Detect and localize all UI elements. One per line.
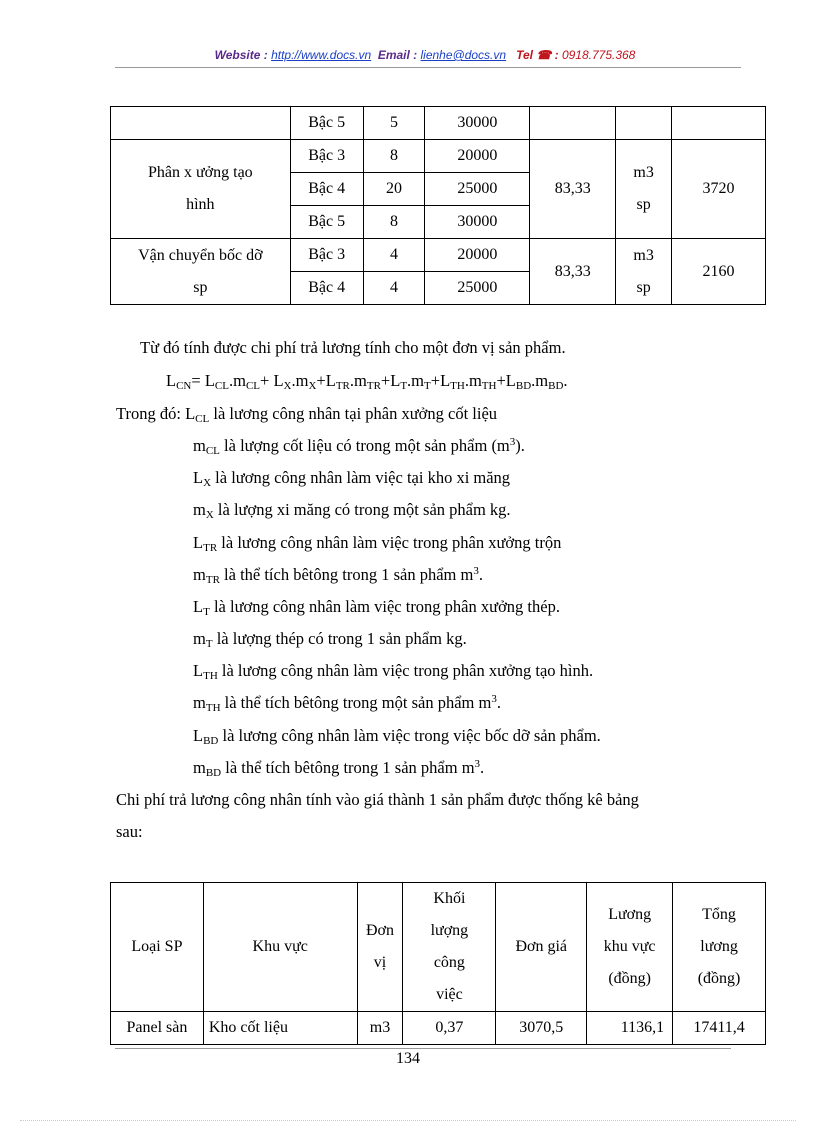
value-cell: 83,33	[530, 239, 616, 305]
unit-cell	[616, 140, 672, 239]
header-line: Đơn	[365, 922, 394, 939]
email-separator: :	[409, 48, 421, 62]
wage-cell: 30000	[425, 206, 530, 239]
total-wage-cell: 17411,4	[673, 1012, 766, 1045]
level-cell: Bậc 3	[290, 140, 363, 173]
table-row	[111, 239, 766, 272]
definition-line: $m_{CL}$ là lượng cốt liệu có trong một sản phẩm $(m^3)$.	[193, 436, 525, 457]
header-area: Khu vực	[203, 883, 357, 1012]
page-bottom-border	[20, 1120, 796, 1121]
value-cell	[530, 107, 616, 140]
wage-summary-table	[110, 882, 766, 1045]
definition-line: $L_T$ là lương công nhân làm việc trong phân xưởng thép.	[193, 597, 560, 618]
header-line: vị	[373, 954, 387, 971]
wage-cell: 25000	[425, 272, 530, 305]
price-cell: 3070,5	[496, 1012, 587, 1045]
unit-line: m3	[633, 164, 654, 181]
header-line: Khối	[433, 890, 466, 907]
definition-line: $L_{TR}$ là lương công nhân làm việc trong phân xưởng trộn	[193, 533, 562, 554]
header-line: việc	[436, 986, 463, 1003]
header-line: Lương	[608, 906, 652, 923]
definition-line: $L_{TH}$ là lương công nhân làm việc trong phân xưởng tạo hình.	[193, 661, 594, 682]
wage-cell: 30000	[425, 107, 530, 140]
unit-cell	[616, 107, 672, 140]
area-line: hình	[186, 196, 215, 213]
definition-line: $m_{BD}$ là thể tích bêtông trong 1 sản phẩm $m^3$.	[193, 758, 485, 779]
wage-cell: 20000	[425, 239, 530, 272]
level-cell: Bậc 3	[290, 239, 363, 272]
table-header-row	[111, 883, 766, 1012]
definition-line: $m_X$ là lượng xi măng có trong một sản phẩm kg.	[193, 500, 511, 521]
table-row	[111, 1012, 766, 1045]
header-line: khu vực	[603, 938, 656, 955]
level-cell: Bậc 4	[290, 173, 363, 206]
header-area-wage	[587, 883, 673, 1012]
definition-line: $m_{TH}$ là thể tích bêtông trong một sản phẩm $m^3$.	[193, 693, 501, 714]
value-cell: 83,33	[530, 140, 616, 239]
page-header	[110, 48, 740, 62]
level-cell: Bậc 5	[290, 206, 363, 239]
count-cell: 20	[363, 173, 425, 206]
count-cell: 8	[363, 140, 425, 173]
table-row	[111, 107, 766, 140]
quantity-cell: 0,37	[403, 1012, 496, 1045]
header-line: lương	[700, 938, 738, 955]
header-quantity	[403, 883, 496, 1012]
area-cell	[111, 107, 291, 140]
level-cell: Bậc 4	[290, 272, 363, 305]
header-line: Tổng	[702, 906, 736, 923]
header-price: Đơn giá	[496, 883, 587, 1012]
header-line: (đồng)	[697, 970, 741, 987]
definition-line: $m_{TR}$ là thể tích bêtông trong 1 sản phẩm $m^3$.	[193, 565, 483, 586]
phone-number: 0918.775.368	[558, 48, 636, 62]
level-cell: Bậc 5	[290, 107, 363, 140]
email-link[interactable]: lienhe@docs.vn	[420, 48, 507, 62]
summary-paragraph-cont: sau:	[116, 822, 143, 841]
website-label: Website :	[214, 48, 272, 62]
area-line: Phân x ưởng tạo	[148, 164, 253, 181]
area-cell	[111, 140, 291, 239]
header-line: công	[433, 954, 465, 971]
header-type: Loại SP	[111, 883, 204, 1012]
count-cell: 4	[363, 239, 425, 272]
phone-label: Tel ☎ :	[516, 48, 559, 62]
website-link[interactable]: http://www.docs.vn	[271, 48, 372, 62]
area-line: Vận chuyển bốc dỡ	[138, 246, 263, 264]
area-cell: Kho cốt liệu	[203, 1012, 357, 1045]
definition-line: Trong đó: $L_{CL}$ là lương công nhân tại phân xưởng cốt liệu	[116, 404, 498, 425]
unit-line: m3	[633, 246, 654, 264]
type-cell: Panel sàn	[111, 1012, 204, 1045]
header-unit	[357, 883, 403, 1012]
count-cell: 4	[363, 272, 425, 305]
wage-cell: 25000	[425, 173, 530, 206]
email-label: Email	[377, 48, 410, 62]
page-number: 134	[396, 1050, 420, 1067]
total-cell: 2160	[672, 239, 766, 305]
area-line: sp	[193, 278, 208, 296]
table-row	[111, 140, 766, 173]
count-cell: 5	[363, 107, 425, 140]
area-cell	[111, 239, 291, 305]
unit-line: sp	[636, 196, 651, 213]
total-cell: 3720	[672, 140, 766, 239]
wage-cell: 20000	[425, 140, 530, 173]
definition-line: $L_{BD}$ là lương công nhân làm việc trong việc bốc dỡ sản phẩm.	[193, 726, 601, 747]
count-cell: 8	[363, 206, 425, 239]
header-line: (đồng)	[608, 970, 651, 987]
intro-paragraph: Từ đó tính được chi phí trả lương tính cho một đơn vị sản phẩm.	[140, 338, 566, 357]
area-wage-cell: 1136,1	[587, 1012, 673, 1045]
summary-paragraph: Chi phí trả lương công nhân tính vào giá thành 1 sản phẩm được thống kê bảng	[116, 790, 639, 809]
wage-formula: $L_{CN}= L_{CL}.m_{CL}+ L_X.m_X+L_{TR}.m_{TR}+L_T.m_T+L_{TH}.m_{TH}+L_{BD}.m_{BD}$.	[166, 371, 568, 392]
footer-rule	[115, 1048, 731, 1049]
definition-line: $L_X$ là lương công nhân làm việc tại kho xi măng	[193, 468, 511, 489]
definition-line: $m_T$ là lượng thép có trong 1 sản phẩm kg.	[193, 629, 467, 650]
total-cell	[672, 107, 766, 140]
unit-cell: m3	[357, 1012, 403, 1045]
header-rule	[115, 67, 741, 68]
header-total-wage	[673, 883, 766, 1012]
header-line: lượng	[430, 922, 469, 939]
wage-table-continued	[110, 106, 766, 305]
unit-line: sp	[636, 278, 651, 296]
unit-cell	[616, 239, 672, 305]
